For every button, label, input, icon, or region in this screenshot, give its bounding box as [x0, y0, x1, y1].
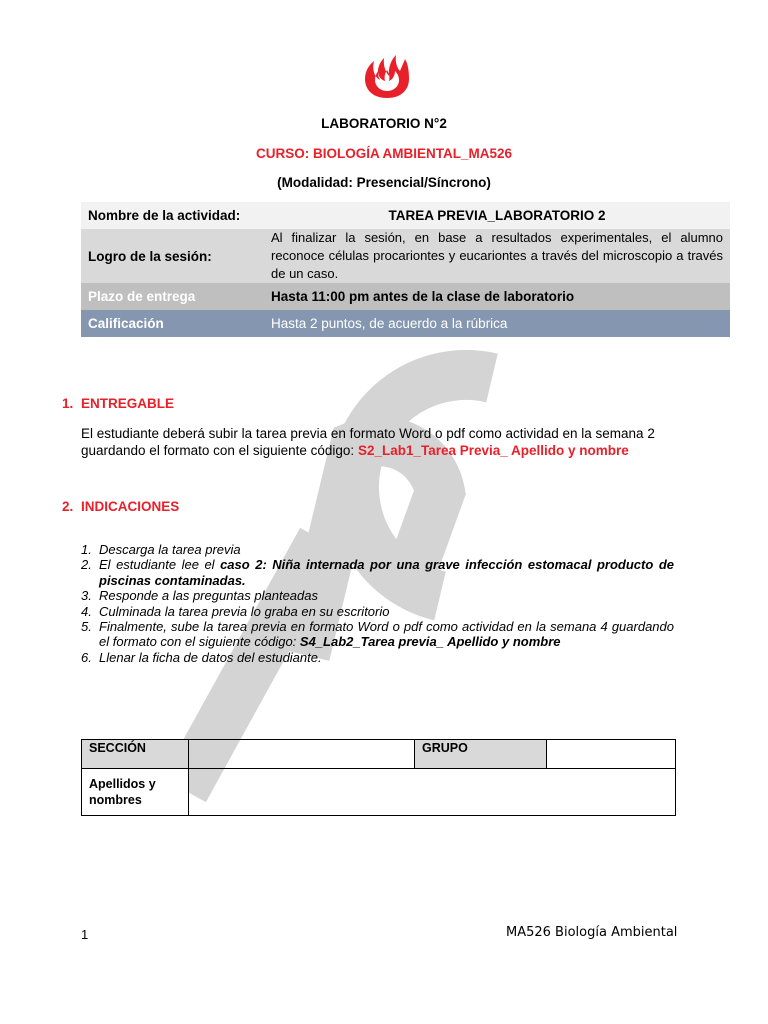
deliverable-paragraph [81, 425, 681, 459]
deliverable-text: El estudiante deberá subir la tarea previa en formato Word o pdf como actividad en la semana 2 guardando el formato con el siguiente código: [81, 426, 655, 458]
step-text: El estudiante lee el [99, 557, 221, 573]
student-data-table [81, 739, 676, 816]
table-row [82, 740, 676, 769]
names-label: Apellidos y nombres [82, 769, 189, 816]
list-item [81, 650, 674, 665]
deliverable-code: S2_Lab1_Tarea Previa_ Apellido y nombre [357, 443, 629, 458]
list-item [81, 604, 674, 619]
list-item [81, 588, 674, 603]
list-item [81, 557, 674, 588]
group-label: GRUPO [415, 740, 547, 769]
upc-flame-logo-icon [362, 52, 412, 100]
section-deliverable-heading [62, 396, 174, 411]
step-text: Responde a las preguntas planteadas [99, 588, 318, 604]
step-text: Descarga la tarea previa [99, 542, 241, 557]
group-field[interactable] [547, 740, 676, 769]
list-item [81, 542, 674, 557]
step-number: 4. [81, 603, 92, 619]
step-text: Llenar la ficha de datos del estudiante. [99, 649, 322, 665]
step-text: Finalmente, sube la tarea previa en formato Word o pdf como actividad en la semana 4 guardando el formato con el siguiente código: [99, 619, 674, 650]
deadline-value: Hasta 11:00 pm antes de la clase de laboratorio [264, 283, 730, 310]
names-field[interactable] [189, 769, 676, 816]
goal-row [81, 229, 730, 283]
activity-label: Nombre de la actividad: [81, 202, 264, 229]
grade-row [81, 310, 730, 337]
lab-title: LABORATORIO N°2 [321, 116, 447, 131]
step-number: 1. [81, 542, 92, 557]
section-field[interactable] [189, 740, 415, 769]
step-text: Culminada la tarea previa lo graba en su escritorio [99, 603, 390, 619]
step-emphasis: S4_Lab2_Tarea previa_ Apellido y nombre [299, 634, 561, 650]
step-emphasis: caso 2: Niña internada por una grave infección estomacal producto de piscinas contaminadas. [99, 557, 674, 588]
step-number: 2. [81, 557, 92, 573]
section-number: 1. [62, 396, 74, 411]
page-number: 1 [81, 927, 89, 942]
section-number: 2. [62, 499, 74, 514]
table-row [82, 769, 676, 816]
activity-row [81, 202, 730, 229]
step-number: 3. [81, 588, 92, 604]
goal-value: Al finalizar la sesión, en base a resultados experimentales, el alumno reconoce células procariontes y eucariontes a través del microscopio a través de un caso. [264, 229, 730, 283]
grade-label: Calificación [81, 310, 264, 337]
section-title: INDICACIONES [81, 499, 180, 514]
modality-label: (Modalidad: Presencial/Síncrono) [277, 175, 491, 190]
course-title: CURSO: BIOLOGÍA AMBIENTAL_MA526 [255, 146, 512, 161]
deadline-label: Plazo de entrega [81, 283, 264, 310]
activity-value: TAREA PREVIA_LABORATORIO 2 [264, 202, 730, 229]
goal-label: Logro de la sesión: [81, 229, 264, 283]
section-label: SECCIÓN [82, 740, 189, 769]
deadline-row [81, 283, 730, 310]
list-item [81, 619, 674, 650]
step-number: 5. [81, 619, 92, 635]
section-instructions-heading [62, 499, 179, 514]
section-title: ENTREGABLE [81, 396, 175, 411]
activity-info-table [81, 202, 730, 337]
step-number: 6. [81, 649, 92, 665]
grade-value: Hasta 2 puntos, de acuerdo a la rúbrica [264, 310, 730, 337]
instructions-list [81, 542, 674, 665]
footer-course-name: MA526 Biología Ambiental [506, 925, 678, 940]
